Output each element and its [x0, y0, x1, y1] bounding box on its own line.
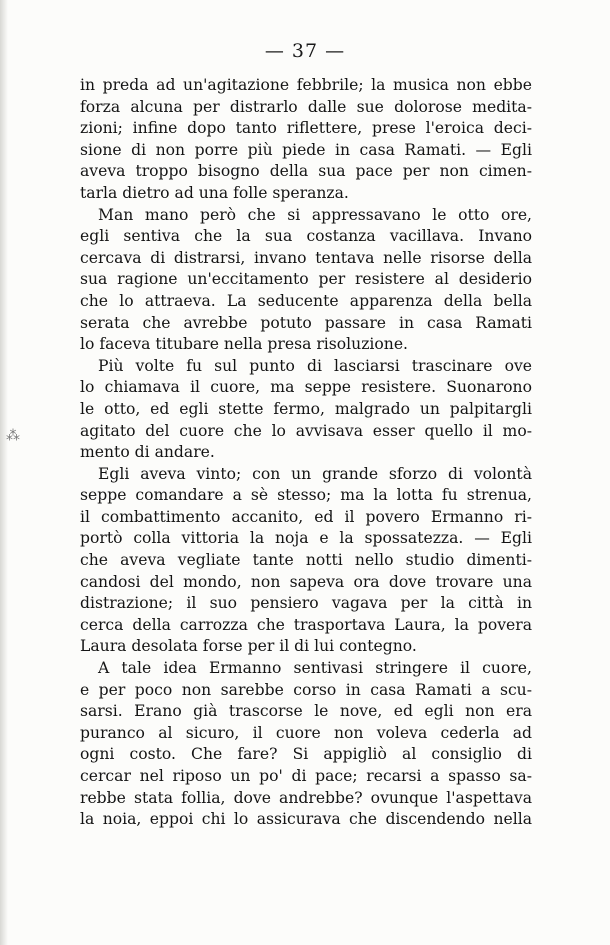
text-line: egli sentiva che la sua costanza vacillava. Invano: [80, 227, 532, 246]
text-line: forza alcuna per distrarlo dalle sue dolorose medita-: [80, 97, 532, 116]
text-line: distrazione; il suo pensiero vagava per la città in: [80, 594, 532, 613]
text-line: puranco al sicuro, il cuore non voleva cederla ad: [80, 723, 532, 742]
text-line: sarsi. Erano già trascorse le nove, ed egli non era: [80, 702, 532, 721]
text-line: aveva troppo bisogno della sua pace per non cimen-: [80, 162, 532, 181]
page-number: — 37 —: [264, 40, 346, 62]
text-line: cercar nel riposo un po' di pace; recarsi a spasso sa-: [80, 767, 532, 785]
text-line: Laura desolata forse per il di lui contegno.: [80, 637, 417, 656]
text-line: che aveva vegliate tante notti nello studio dimenti-: [80, 551, 532, 570]
text-line: cercava di distrarsi, invano tentava nelle risorse della: [80, 248, 532, 267]
text-line: candosi del mondo, non sapeva ora dove trovare una: [80, 572, 532, 591]
text-line: la noia, eppoi chi lo assicurava che discendendo nella: [80, 810, 532, 829]
paragraph: [80, 205, 532, 356]
text-line: Man mano però che si appressavano le otto ore,: [98, 205, 532, 224]
text-line: A tale idea Ermanno sentivasi stringere il cuore,: [98, 659, 532, 678]
text-line: rebbe stata follia, dove andrebbe? ovunque l'aspettava: [80, 788, 532, 807]
text-line: ogni costo. Che fare? Si appigliò al consiglio di: [80, 745, 532, 764]
text-line: agitato del cuore che lo avvisava esser quello il mo-: [80, 421, 532, 440]
page-spine-shadow: [0, 0, 8, 945]
paragraph: [80, 356, 532, 464]
text-line: serata che avrebbe potuto passare in casa Ramati: [80, 313, 532, 332]
text-line: le otto, ed egli stette fermo, malgrado un palpitargli: [80, 399, 532, 418]
text-line: sione di non porre più piede in casa Ramati. — Egli: [80, 140, 532, 159]
text-line: portò colla vittoria la noja e la spossatezza. — Egli: [80, 529, 532, 548]
text-line: lo chiamava il cuore, ma seppe resistere. Suonarono: [80, 378, 532, 397]
text-line: in preda ad un'agitazione febbrile; la musica non ebbe: [80, 76, 532, 94]
paragraph: [80, 75, 532, 205]
text-line: tarla dietro ad una folle speranza.: [80, 183, 349, 202]
text-line: zioni; infine dopo tanto riflettere, prese l'eroica deci-: [80, 119, 532, 138]
paragraph: [80, 658, 532, 831]
text-line: seppe comandare a sè stesso; ma la lotta fu strenua,: [80, 486, 532, 505]
text-line: e per poco non sarebbe corso in casa Ramati a scu-: [80, 680, 532, 699]
paragraph: [80, 464, 532, 658]
text-line: che lo attraeva. La seducente apparenza della bella: [80, 291, 532, 310]
text-line: il combattimento accanito, ed il povero Ermanno ri-: [80, 507, 532, 526]
text-line: cerca della carrozza che trasportava Laura, la povera: [80, 615, 532, 634]
body-text: [80, 75, 532, 831]
text-line: lo faceva titubare nella presa risoluzione.: [80, 335, 409, 354]
text-line: mento di andare.: [80, 443, 215, 462]
margin-smudge: ⁂: [6, 428, 20, 444]
text-line: Egli aveva vinto; con un grande sforzo di volontà: [98, 464, 532, 483]
text-line: Più volte fu sul punto di lasciarsi trascinare ove: [98, 356, 532, 375]
text-line: sua ragione un'eccitamento per resistere al desiderio: [80, 270, 532, 289]
